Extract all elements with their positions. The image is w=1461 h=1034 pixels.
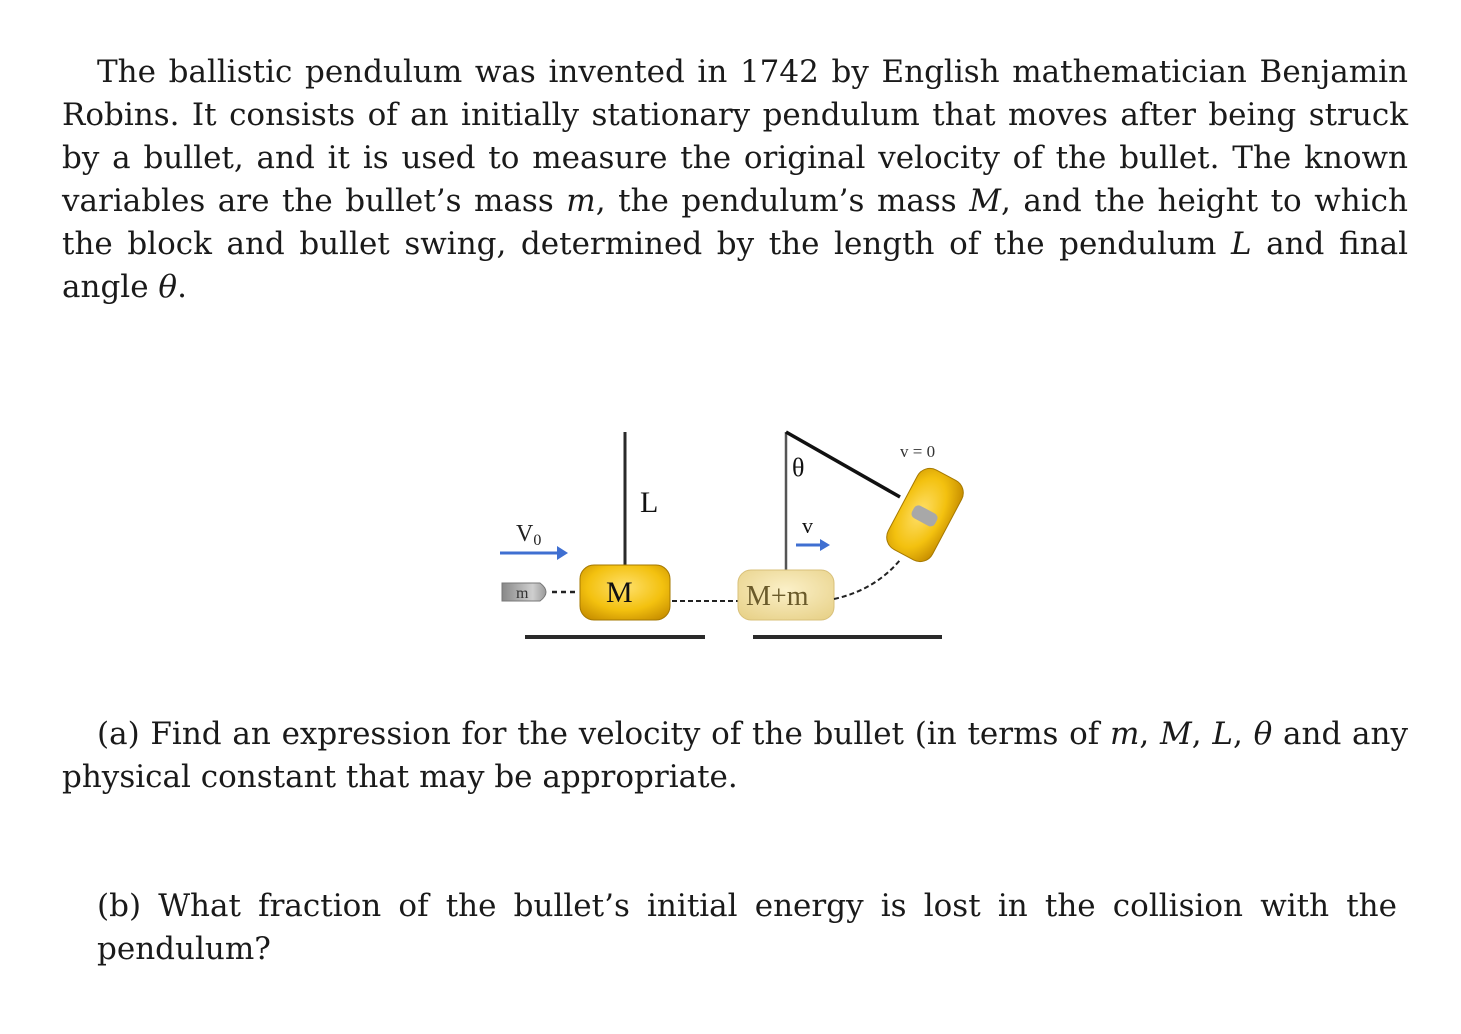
- var-pendulum-mass: M: [969, 183, 1001, 219]
- ballistic-pendulum-figure: [480, 420, 1000, 680]
- velocity-label: v: [802, 513, 813, 538]
- qa-comma-3: ,: [1232, 716, 1254, 752]
- question-a-text-2: and any physical constant that may be appropriate.: [62, 716, 1409, 795]
- qa-var-theta: θ: [1253, 716, 1273, 752]
- block-label: M: [606, 576, 633, 609]
- intro-text-2: , the pendulum’s mass: [595, 183, 970, 219]
- combined-label: M+m: [746, 581, 809, 612]
- qa-var-M: M: [1160, 716, 1192, 752]
- var-angle: θ: [158, 269, 178, 305]
- final-velocity-label: v = 0: [900, 442, 936, 461]
- v0-label: V0: [516, 521, 542, 549]
- velocity-arrow: [796, 539, 830, 551]
- angle-label: θ: [792, 453, 805, 482]
- qa-comma-1: ,: [1139, 716, 1161, 752]
- qa-comma-2: ,: [1191, 716, 1213, 752]
- intro-text-1: The ballistic pendulum was invented in 1742 by English mathematician Benjamin Robins. It consists of an initially stationary pendulum that moves after being struck by a bullet, and it is used to measure the original velocity of the bullet. The known variables are the bullet’s mass: [62, 54, 1408, 219]
- var-length: L: [1230, 226, 1252, 262]
- question-b-text: (b) What fraction of the bullet’s initial energy is lost in the collision with the pendulum?: [97, 888, 1397, 967]
- qa-var-L: L: [1212, 716, 1233, 752]
- question-b: [97, 885, 1397, 971]
- var-bullet-mass: m: [566, 183, 596, 219]
- question-a-text-1: (a) Find an expression for the velocity of the bullet (in terms of: [97, 716, 1111, 752]
- intro-text-3: , and the height to which the block and bullet swing, determined by the length of the pendulum: [62, 183, 1409, 262]
- intro-paragraph: [62, 51, 1408, 309]
- swung-block: [882, 464, 968, 567]
- question-a: [62, 713, 1408, 799]
- swing-path-dash: [834, 560, 900, 599]
- intro-text-5: .: [177, 269, 187, 305]
- qa-var-m: m: [1110, 716, 1140, 752]
- length-label: L: [640, 486, 659, 519]
- intro-text-4: and final angle: [62, 226, 1408, 305]
- bullet-label: m: [516, 585, 529, 602]
